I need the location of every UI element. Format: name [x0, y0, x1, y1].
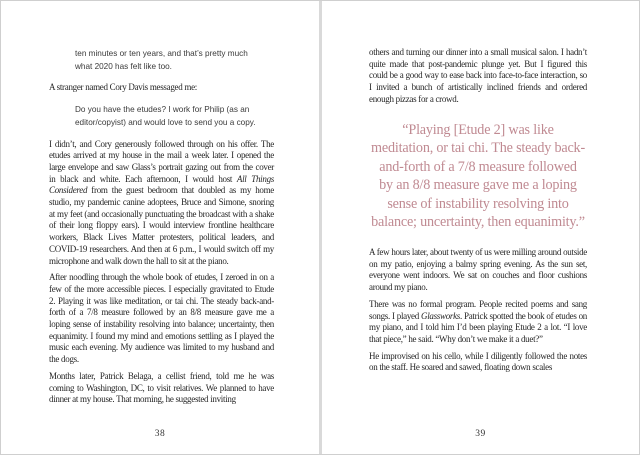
quoted-message-block: ten minutes or ten years, and that’s pretty much what 2020 has felt like too. — [75, 49, 248, 72]
text-segment: from the guest bedroom that doubled as my home studio, my pandemic canine adoptees, Bruce and Simone, snoring at my feet (and occasionally punctuating the broadcast with a shake of their long floppy ears). I would interview frontline healthcare workers, Black Lives Matter protesters, political leaders, and COVID-19 researchers. And then at 6 p.m., I would switch off my microphone and walk down the hall to sit at the piano. — [49, 185, 274, 266]
page-number-right: 39 — [475, 429, 486, 439]
text-segment: I didn’t, and Cory generously followed through on his offer. The etudes arrived at my house in the mail a week later. I opened the large envelope and saw Glass’s portrait gazing out from the cover in black and white. Each afternoon, I would host — [49, 138, 274, 184]
paragraph: He improvised on his cello, while I diligently followed the notes on the staff. He soared and sawed, floating down scales — [369, 350, 587, 373]
text-segment: . Patrick spotted the book of etudes on my piano, and I told him I’d been playing Etude 2 a lot. “I love that piece,” he said. “Why don’t we make it a duet?” — [369, 310, 587, 344]
text-segment: There was no formal program. People recited poems and sang songs. I played — [369, 298, 587, 321]
paragraph: A few hours later, about twenty of us were milling around outside on my patio, enjoying a balmy spring evening. As the sun set, everyone went indoors. We sat on couches and floor cushions around my piano. — [369, 247, 587, 293]
pull-quote: “Playing [Etude 2] was like meditation, or tai chi. The steady back-and-forth of a 7/8 measure followed by an 8/8 measure gave me a loping sense of instability resolving into balance; uncertainty, then equanimity.” — [371, 121, 585, 231]
paragraph — [369, 299, 587, 346]
paragraph-intro: A stranger named Cory Davis messaged me: — [49, 82, 197, 93]
paragraph: Months later, Patrick Belaga, a cellist friend, told me he was coming to Washington, DC, to visit relatives. We planned to have dinner at my house. That morning, he suggested inviting — [49, 370, 274, 405]
paragraph: others and turning our dinner into a small musical salon. I hadn’t quite made that post-pandemic plunge yet. But I figured this could be a good way to ease back into face-to-face interaction, so I invited a bunch of artistically inclined friends and ordered enough pizzas for a crowd. — [369, 47, 587, 104]
italic-work-title: Glassworks — [421, 310, 461, 321]
page-left — [1, 1, 319, 454]
quoted-message-block: Do you have the etudes? I work for Philip (as an editor/copyist) and would love to send you a copy. — [75, 105, 256, 128]
paragraph — [49, 139, 274, 268]
page-right — [322, 1, 639, 454]
paragraph: After noodling through the whole book of etudes, I zeroed in on a few of the more accessible pieces. I especially gravitated to Etude 2. Playing it was like meditation, or tai chi. The steady back-and-forth of a 7/8 measure followed by an 8/8 measure gave me a loping sense of instability resolving into balance; uncertainty, then equanimity. I found my mind and emotions settling as I played the music each evening. My audience was limited to my husband and the dogs. — [49, 272, 274, 365]
page-number-left: 38 — [154, 429, 166, 439]
italic-work-title: All Things Considered — [49, 173, 274, 196]
